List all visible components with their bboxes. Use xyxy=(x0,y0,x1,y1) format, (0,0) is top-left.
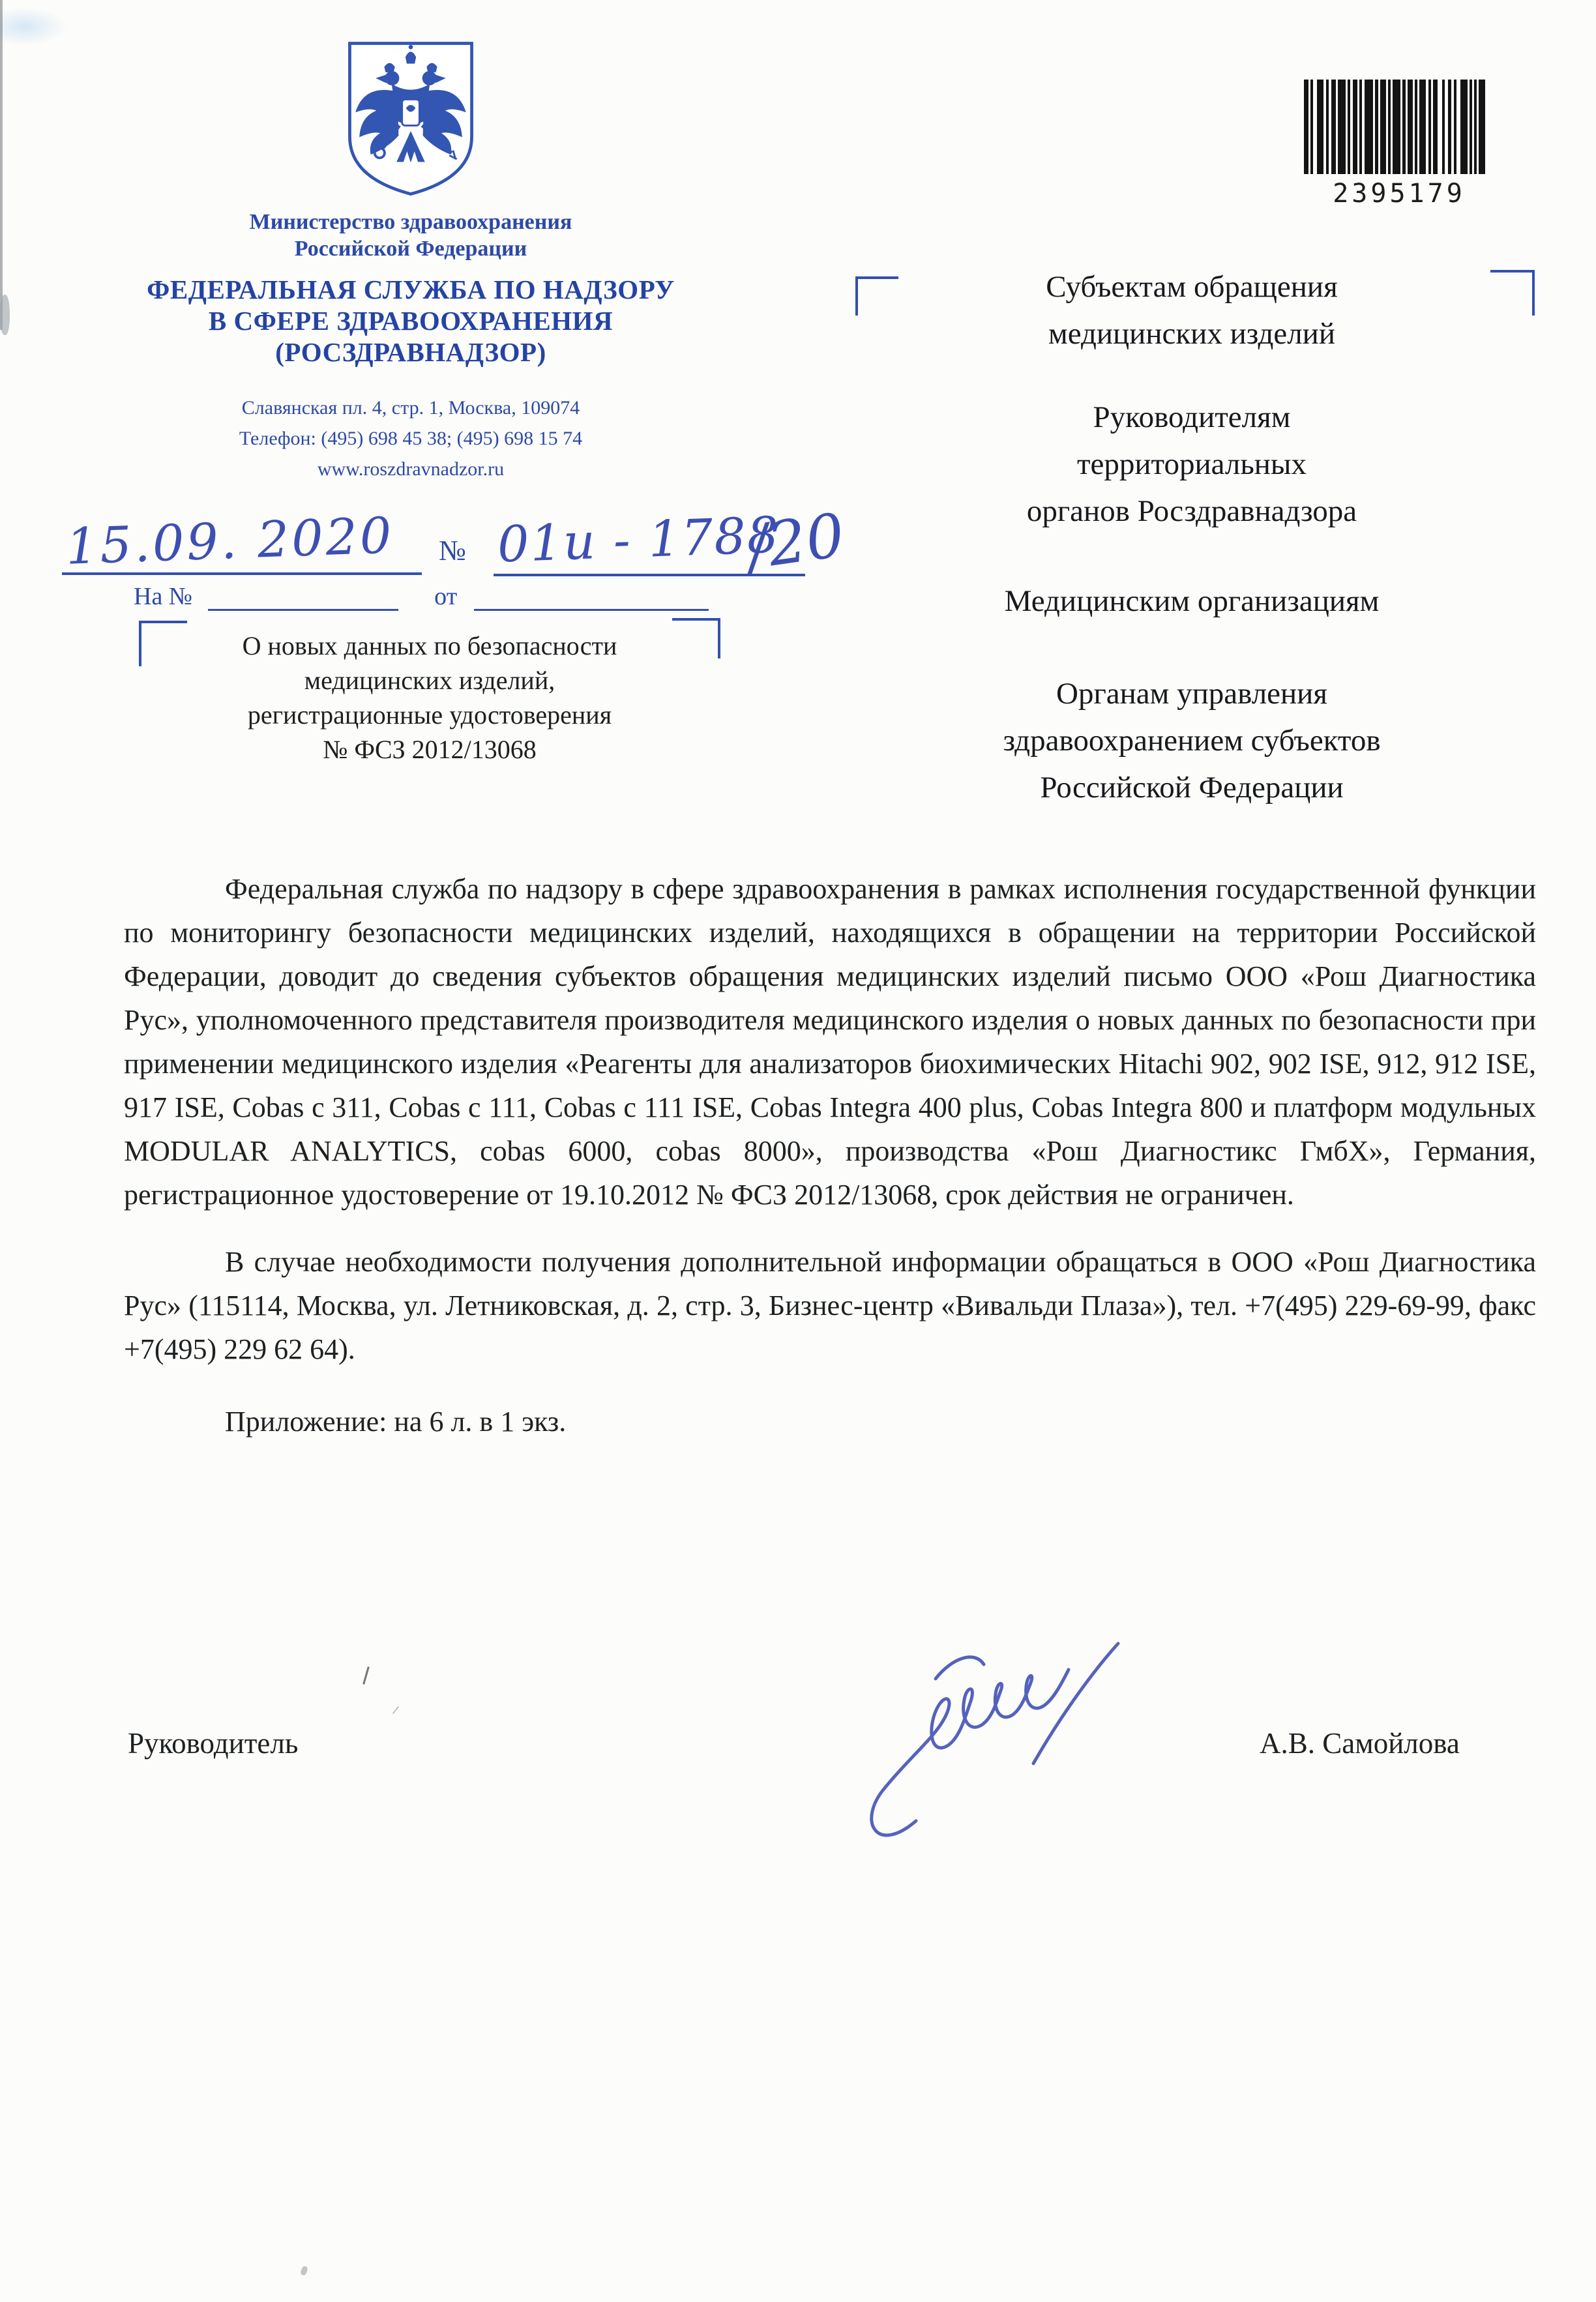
reply-date-blank xyxy=(474,583,709,611)
subject-line: медицинских изделий, xyxy=(304,666,555,695)
barcode xyxy=(1304,80,1494,209)
service-line: В СФЕРЕ ЗДРАВООХРАНЕНИЯ xyxy=(208,306,613,336)
letter-body xyxy=(124,867,1536,1438)
service-name xyxy=(85,274,737,368)
russian-coat-of-arms-icon xyxy=(342,38,479,201)
address-line: Славянская пл. 4, стр. 1, Москва, 109074 xyxy=(241,397,580,419)
phone-line: Телефон: (495) 698 45 38; (495) 698 15 74 xyxy=(239,428,583,449)
barcode-bars xyxy=(1304,80,1494,174)
handwritten-signature xyxy=(838,1640,1268,1848)
scan-speck xyxy=(300,2265,308,2276)
reply-from-label: от xyxy=(434,583,458,610)
attachment-line: Приложение: на 6 л. в 1 экз. xyxy=(225,1406,567,1438)
subject-block xyxy=(139,618,720,767)
ministry-line: Российской Федерации xyxy=(294,237,527,261)
letterhead xyxy=(85,38,737,484)
body-paragraph: В случае необходимости получения дополнительной информации обращаться в ООО «Рош Диагностика Рус» (115114, Москва, ул. Летниковская, д. 2, стр. 3, Бизнес-центр «Вивальди Плаза»), тел. +7(495) 229-69-99, факс +7(495) 229 62 64). xyxy=(124,1246,1536,1365)
reply-prefix-label: На № xyxy=(134,583,193,610)
website-line: www.roszdravnadzor.ru xyxy=(317,458,505,480)
recipient-line: здравоохранением субъектов xyxy=(1003,724,1381,758)
recipient-group xyxy=(848,263,1536,357)
subject-corner-bracket xyxy=(672,618,720,658)
handwritten-number-suffix: /20 xyxy=(743,500,849,583)
recipient-group xyxy=(848,578,1536,625)
scan-edge-line xyxy=(0,0,3,330)
number-sign: № xyxy=(439,535,466,567)
handwritten-number: 01и - 1788 xyxy=(496,505,781,574)
recipient-group xyxy=(848,670,1536,811)
recipient-line: территориальных xyxy=(1076,447,1307,481)
recipient-line: Руководителям xyxy=(1093,400,1291,434)
recipient-line: Субъектам обращения xyxy=(1046,270,1338,304)
recipient-line: Медицинским организациям xyxy=(1004,584,1380,618)
scan-edge-blob xyxy=(0,295,10,335)
subject-line: регистрационные удостоверения xyxy=(247,700,612,730)
service-line: (РОСЗДРАВНАДЗОР) xyxy=(275,337,546,367)
handwritten-date: 15.09. 2020 xyxy=(65,506,395,576)
signer-title: Руководитель xyxy=(128,1727,299,1760)
subject-line: О новых данных по безопасности xyxy=(242,631,617,660)
number-underline xyxy=(494,574,805,576)
contact-block xyxy=(85,392,737,484)
service-line: ФЕДЕРАЛЬНАЯ СЛУЖБА ПО НАДЗОРУ xyxy=(147,274,675,304)
ministry-name xyxy=(85,209,737,262)
scan-tick-mark xyxy=(362,1666,370,1685)
scan-smudge xyxy=(0,8,66,46)
subject-line: № ФСЗ 2012/13068 xyxy=(323,735,537,764)
scan-tick-mark xyxy=(392,1706,399,1714)
barcode-number: 2395179 xyxy=(1333,179,1466,209)
signer-name: А.В. Самойлова xyxy=(1260,1727,1460,1760)
recipient-line: Органам управления xyxy=(1056,677,1327,711)
recipients-column xyxy=(848,263,1536,811)
subject-text xyxy=(171,628,688,767)
ministry-line: Министерство здравоохранения xyxy=(249,210,572,234)
recipient-line: медицинских изделий xyxy=(1048,317,1335,351)
subject-corner-bracket xyxy=(139,621,187,666)
reply-reference-row xyxy=(134,582,786,611)
body-paragraph: Федеральная служба по надзору в сфере здравоохранения в рамках исполнения государственной функции по мониторингу безопасности медицинских изделий, находящихся в обращении на территории Российской Федерации, доводит до сведения субъектов обращения медицинских изделий письмо ООО «Рош Диагностика Рус», уполномоченного представителя производителя медицинского изделия о новых данных по безопасности при применении медицинского изделия «Реагенты для анализаторов биохимических Hitachi 902, 902 ISE, 912, 912 ISE, 917 ISE, Cobas c 311, Cobas c 111, Cobas c 111 ISE, Cobas Integra 400 plus, Cobas Integra 800 и платформ модульных MODULAR ANALYTICS, cobas 6000, cobas 8000», производства «Рош Диагностикс ГмбХ», Германия, регистрационное удостоверение от 19.10.2012 № ФСЗ 2012/13068, срок действия не ограничен. xyxy=(124,873,1536,1211)
recipient-line: органов Росздравнадзора xyxy=(1026,494,1357,528)
recipient-group xyxy=(848,394,1536,535)
recipient-line: Российской Федерации xyxy=(1040,771,1344,804)
outgoing-number-row xyxy=(62,497,849,583)
date-underline xyxy=(62,572,422,575)
reply-number-blank xyxy=(208,583,398,611)
